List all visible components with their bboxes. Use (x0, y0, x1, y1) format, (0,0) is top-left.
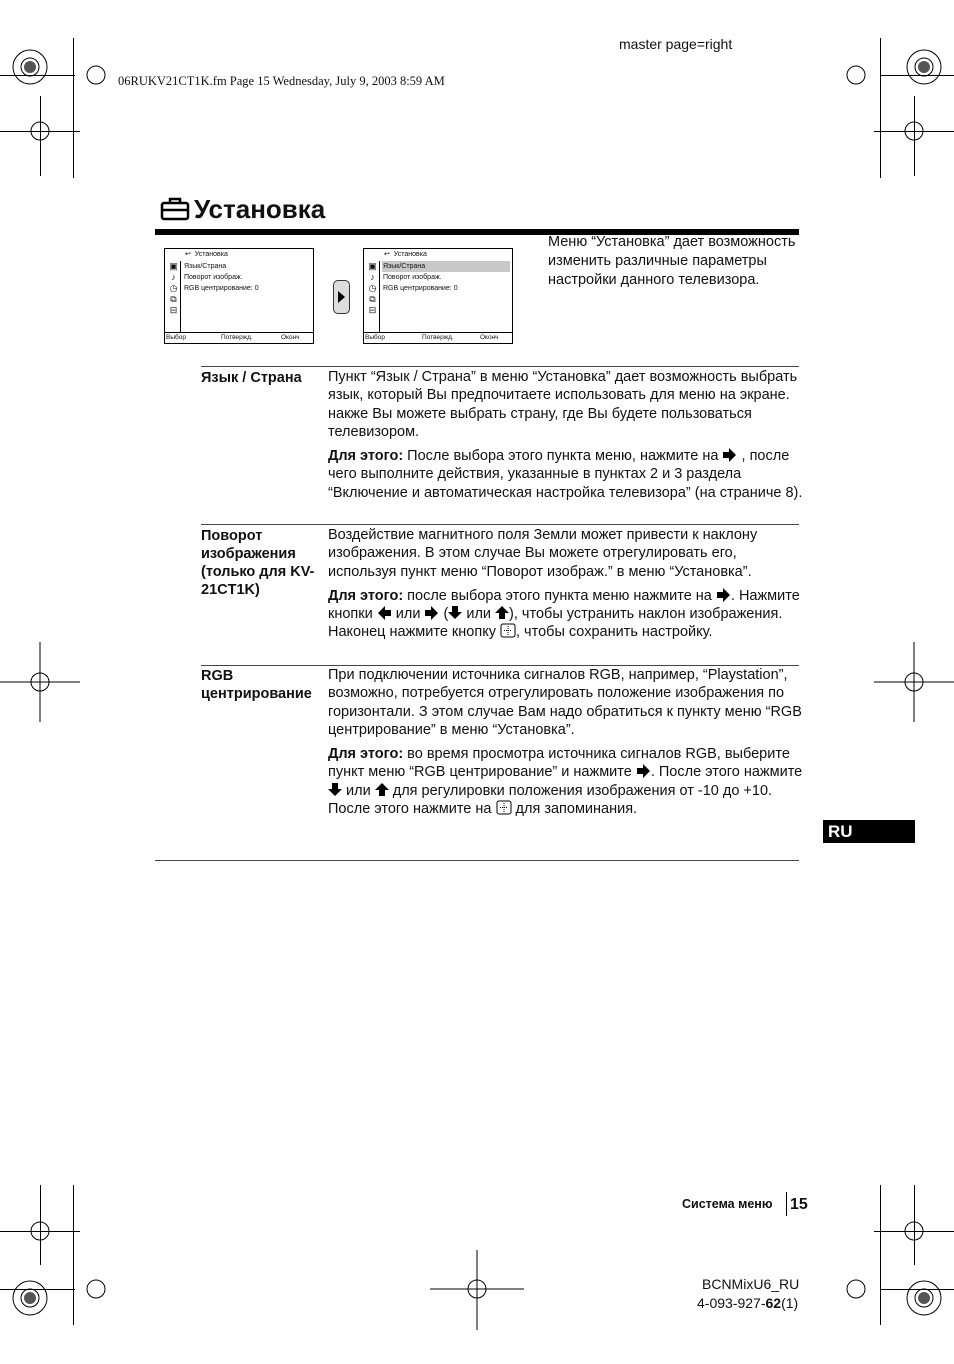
timer-icon: ◷ (368, 283, 377, 293)
channel-icon: ⧉ (369, 294, 376, 304)
screen-items (382, 261, 510, 294)
screen-head: ↩ Установка (384, 251, 427, 258)
doc-part-number: 4-093-927-62(1) (697, 1295, 799, 1311)
toolbox-icon (160, 197, 190, 221)
master-page-label: master page=right (619, 36, 733, 52)
screen-item-selected: Язык/Страна (382, 261, 510, 272)
doc-code: BCNMixU6_RU (702, 1276, 800, 1292)
screen-item: RGB центрирование: 0 (383, 285, 458, 292)
ok-button-icon (500, 623, 516, 638)
right-arrow-icon (636, 764, 651, 778)
sound-icon: ♪ (171, 272, 176, 282)
row-text: Воздействие магнитного поля Земли может привести к наклону изображения. В этом случае Вы можете отрегулировать его, используя пункт меню “Поворот изображ.” в меню “Установка”. Для этого: после выбора этого пункта меню нажмите на . Нажмите кнопки или ( или ), чтобы устранить наклон изображения. Наконец нажмите кнопку , чтобы сохранить настройку. (328, 527, 800, 641)
menu-screen-before (164, 248, 314, 344)
right-arrow-icon (722, 448, 737, 462)
screen-foot: Выбор Потвержд. Оконч (165, 332, 313, 343)
picture-icon: ▣ (368, 261, 377, 271)
menu-screen-after (363, 248, 513, 344)
screen-item: Поворот изображ. (184, 274, 243, 281)
screen-item: Язык/Страна (184, 263, 227, 270)
right-arrow-icon (424, 606, 439, 620)
row-title: RGB центрирование (201, 668, 312, 702)
timer-icon: ◷ (169, 283, 178, 293)
screen-items (183, 261, 311, 294)
intro-text: Меню “Установка” дает возможность изменить различные параметры настройки данного телевизора. (548, 234, 796, 288)
screen-icons (167, 261, 181, 333)
screen-item: Поворот изображ. (383, 274, 442, 281)
row-title: Язык / Страна (201, 370, 302, 386)
row-title: Поворот изображения (только для KV-21CT1K) (201, 528, 315, 598)
picture-icon: ▣ (169, 261, 178, 271)
screen-item: RGB центрирование: 0 (184, 285, 259, 292)
page-number: 15 (790, 1196, 808, 1213)
down-arrow-icon (448, 605, 462, 620)
up-arrow-icon (375, 782, 389, 797)
up-arrow-icon (495, 605, 509, 620)
setup-icon: ⊟ (368, 305, 377, 315)
row-text: При подключении источника сигналов RGB, например, “Playstation”, возможно, потребуется отрегулировать положение изображения по горизонтали. З этом случае Вам надо обратиться к пункту меню “RGB центрирование” в меню “Установка”. Для этого: во время просмотра источника сигналов RGB, выберите пункт меню “RGB центрирование” и нажмите . После этого нажмите или для регулировки положения изображения от -10 до +10. После этого нажмите на для запоминания. (328, 667, 803, 818)
file-info: 06RUKV21CT1K.fm Page 15 Wednesday, July 9, 2003 8:59 AM (118, 74, 445, 88)
footer-divider (786, 1192, 787, 1216)
screen-head: ↩ Установка (185, 251, 228, 258)
down-arrow-icon (328, 782, 342, 797)
left-arrow-icon (377, 606, 392, 620)
sound-icon: ♪ (370, 272, 375, 282)
channel-icon: ⧉ (170, 294, 177, 304)
language-tab: RU (823, 820, 915, 843)
screen-icons (366, 261, 380, 333)
ok-button-icon (496, 800, 512, 815)
page-title: Установка (160, 194, 325, 225)
right-arrow-button-icon (333, 280, 350, 314)
return-icon: ↩ (384, 251, 390, 258)
right-arrow-icon (716, 588, 731, 602)
setup-icon: ⊟ (169, 305, 178, 315)
return-icon: ↩ (185, 251, 191, 258)
screen-foot: Выбор Потвержд. Оконч (364, 332, 512, 343)
row-text: Пункт “Язык / Страна” в меню “Установка” дает возможность выбрать язык, который Вы предпочитаете использовать для меню на экране. накже Вы можете выбрать страну, где Вы будете пользоваться телевизором. Для этого: После выбора этого пункта меню, нажмите на , после чего выполните действия, указанные в пунктах 2 и 3 раздела “Включение и автоматическая настройка телевизора” (на страниче 8). (328, 369, 803, 501)
footer-section: Система меню (682, 1197, 773, 1211)
